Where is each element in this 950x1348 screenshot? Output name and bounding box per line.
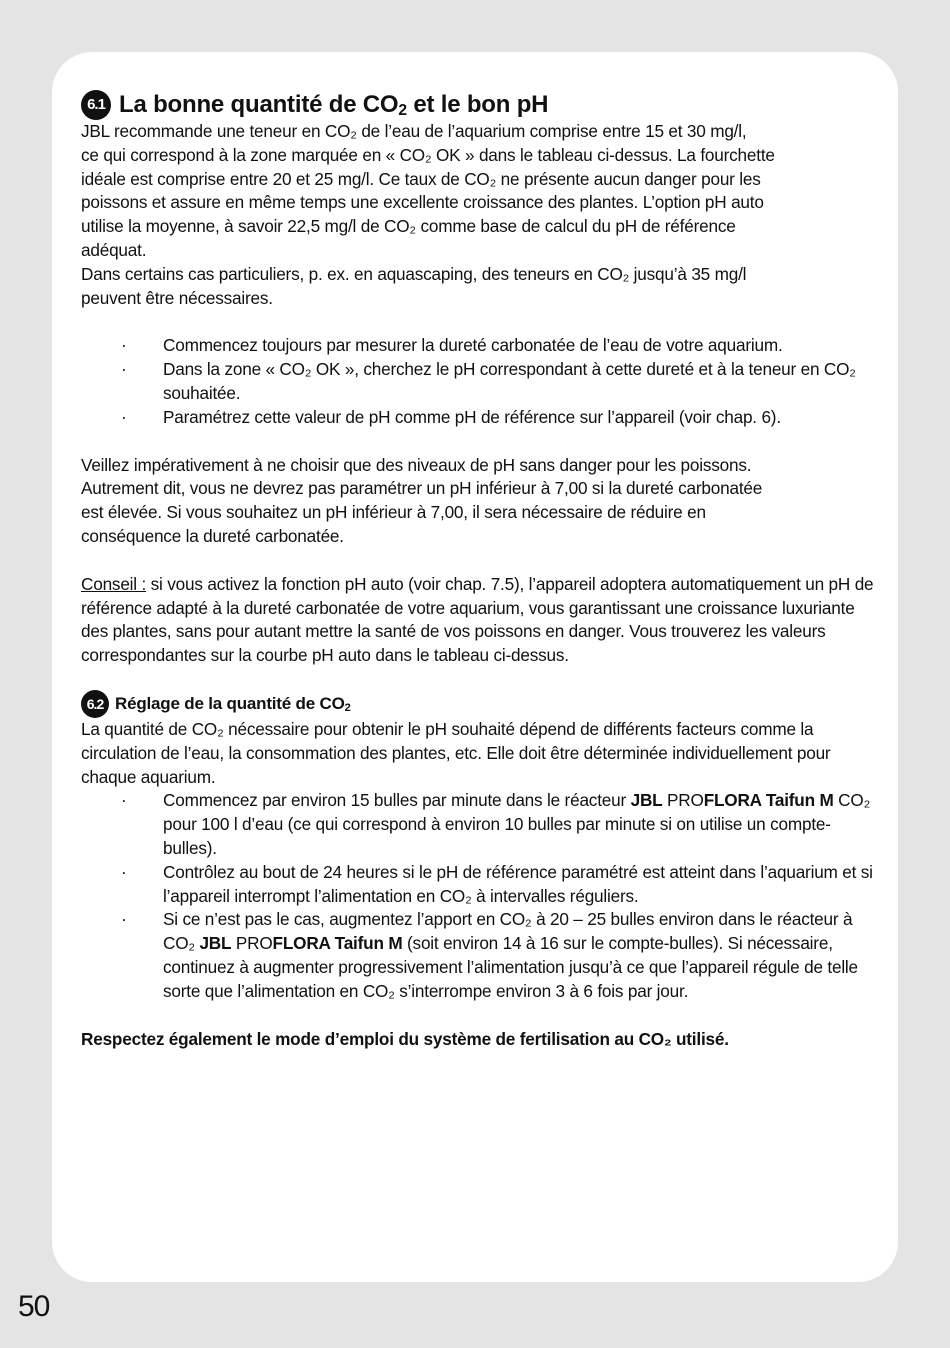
paragraph-safety-warning: Veillez impérativement à ne choisir que des niveaux de pH sans danger pour les poissons. Autrement dit, vous ne devrez pas paramétrer un pH inférieur à 7,00 si la dureté carbonatée est élevée. Si vous souhaitez un pH inférieur à 7,00, il sera nécessaire de réduire en conséquence la dureté carbonatée. [81,454,763,546]
tip-label: Conseil : [81,573,147,594]
closing-note: Respectez également le mode d’emploi du système de fertilisation au CO₂ utilisé. [81,1028,729,1049]
list-item: · Commencez par environ 15 bulles par minute dans le réacteur JBL PROFLORA Taifun M CO₂ pour 100 l d’eau (ce qui correspond à environ 10 bulles par minute si on utilise un compte-bulles). [81,789,881,860]
paragraph-tip: Conseil : si vous activez la fonction pH auto (voir chap. 7.5), l’appareil adoptera automatiquement un pH de référence adapté à la dureté carbonatée de votre aquarium, vous garantissant une croissance luxuriante des plantes, sans pour autant mettre la santé de vos poissons en danger. Vous trouverez les valeurs correspondantes sur la courbe pH auto dans le tableau ci-dessus. [81,573,874,666]
list-item: · Dans la zone « CO₂ OK », cherchez le pH correspondant à cette dureté et à la teneur en CO₂ souhaitée. [81,358,881,406]
page-number: 50 [18,1290,50,1323]
section-6-2-title: Réglage de la quantité de $CO_2$ [115,693,351,715]
list-item: · Paramétrez cette valeur de pH comme pH de référence sur l’appareil (voir chap. 6). [81,406,881,430]
section-number-badge: 6.2 [81,690,109,718]
bullet-list-adjustment [81,789,881,1003]
section-6-1-heading [81,90,881,120]
paragraph-aquascaping: Dans certains cas particuliers, p. ex. en aquascaping, des teneurs en CO₂ jusqu’à 35 mg/l peuvent être nécessaires. [81,263,747,308]
section-6-1-title: La bonne quantité de $CO_2$ et le bon pH [119,91,549,120]
section-6-2-heading [81,690,881,718]
bullet-list-steps [81,334,881,429]
paragraph-co2-recommendation: JBL recommande une teneur en CO₂ de l’eau de l’aquarium comprise entre 15 et 30 mg/l, ce qui correspond à la zone marquée en « CO₂ OK » dans le tableau ci-dessus. La fourchette idéale est comprise entre 20 et 25 mg/l. Ce taux de CO₂ ne présente aucun danger pour les poissons et assure en même temps une excellente croissance des plantes. L’option pH auto utilise la moyenne, à savoir 22,5 mg/l de CO₂ comme base de calcul du pH de référence adéquat. [81,121,775,260]
list-item: · Contrôlez au bout de 24 heures si le pH de référence paramétré est atteint dans l’aquarium et si l’appareil interrompt l’alimentation en CO₂ à intervalles réguliers. [81,861,881,909]
section-number-badge: 6.1 [81,90,111,120]
list-item: · Commencez toujours par mesurer la dureté carbonatée de l’eau de votre aquarium. [81,334,881,358]
paragraph-co2-quantity-intro: La quantité de CO₂ nécessaire pour obtenir le pH souhaité dépend de différents facteurs comme la circulation de l’eau, la consommation des plantes, etc. Elle doit être déterminée individuellement pour chaque aquarium. [81,718,831,787]
list-item: · Si ce n’est pas le cas, augmentez l’apport en CO₂ à 20 – 25 bulles environ dans le réacteur à CO₂ JBL PROFLORA Taifun M (soit environ 14 à 16 sur le compte-bulles). Si nécessaire, continuez à augmenter progressivement l’alimentation jusqu’à ce que l’appareil régule de telle sorte que l’alimentation en CO₂ s’interrompe environ 3 à 6 fois par jour. [81,908,881,1003]
page-content [81,90,881,1051]
